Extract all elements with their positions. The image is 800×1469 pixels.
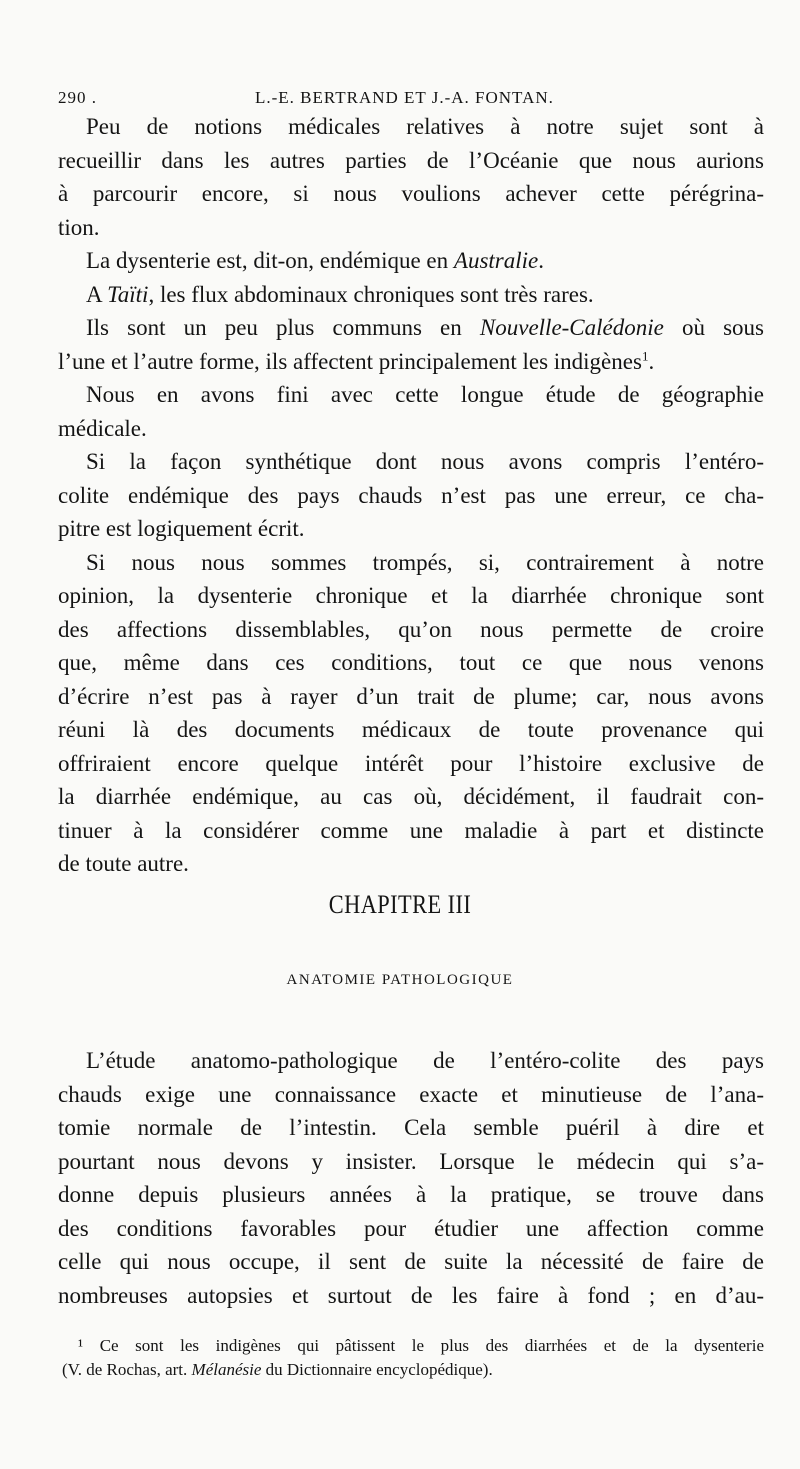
text-line: l’une et l’autre forme, ils affectent principalement les indigènes$^1$.: [58, 347, 655, 374]
text-line: des affections dissemblables, qu’on nous permette de croire: [58, 616, 764, 642]
text-line: Nous en avons fini avec cette longue étude de géographie: [86, 382, 764, 407]
text-line: offriraient encore quelque intérêt pour l’histoire exclusive de: [58, 750, 764, 776]
text-line: L’étude anatomo-pathologique de l’entéro-colite des pays: [86, 1048, 764, 1073]
italic-article-melanesie: Mélanésie: [191, 1360, 262, 1379]
text-line: recueillir dans les autres parties de l’Océanie que nous aurions: [58, 147, 764, 173]
text-line: la diarrhée endémique, au cas où, décidément, il faudrait con-: [58, 784, 764, 809]
footnote-marker: 1: [641, 347, 649, 363]
italic-place-australie: Australie: [453, 248, 539, 273]
text-line: Ils sont un peu plus communs en Nouvelle-Calédonie où sous: [86, 315, 765, 340]
text-line: A Taïti, les flux abdominaux chroniques sont très rares.: [86, 281, 594, 307]
text-line: tinuer à la considérer comme une maladie à part et distincte: [58, 817, 764, 843]
text-line: Si nous nous sommes trompés, si, contrairement à notre: [86, 549, 764, 575]
text-line: des conditions favorables pour étudier une affection comme: [58, 1215, 764, 1241]
body-text-block-2: [58, 1044, 764, 1312]
body-text-block-1: [58, 110, 764, 881]
text-line: que, même dans ces conditions, tout ce que nous venons: [58, 650, 764, 675]
text-line: tomie normale de l’intestin. Cela semble puéril à dire et: [58, 1115, 764, 1140]
text-line: pourtant nous devons y insister. Lorsque le médecin qui s’a-: [58, 1148, 764, 1174]
text-line: de toute autre.: [58, 851, 189, 876]
text-line: opinion, la dysenterie chronique et la diarrhée chronique sont: [58, 583, 764, 608]
page-number: 290 .: [58, 88, 97, 107]
chapter-title: CHAPITRE III: [328, 890, 472, 919]
text-line: celle qui nous occupe, il sent de suite la nécessité de faire de: [58, 1249, 764, 1274]
text-line: réuni là des documents médicaux de toute provenance qui: [58, 717, 764, 742]
italic-place-nouvelle-caledonie: Nouvelle-Calédonie: [479, 315, 664, 340]
text-line: chauds exige une connaissance exacte et minutieuse de l’ana-: [58, 1081, 764, 1107]
italic-place-taiti: Taïti: [107, 281, 149, 307]
footnote: [62, 1334, 764, 1382]
text-line: à parcourir encore, si nous voulions achever cette pérégrina-: [58, 181, 764, 206]
text-line: d’écrire n’est pas à rayer d’un trait de plume; car, nous avons: [58, 683, 764, 709]
section-title: ANATOMIE PATHOLOGIQUE: [286, 972, 514, 988]
text-line: Peu de notions médicales relatives à notre sujet sont à: [86, 114, 764, 139]
text-line: colite endémique des pays chauds n’est pas une erreur, ce cha-: [58, 482, 764, 508]
running-title: L.-E. BERTRAND ET J.-A. FONTAN.: [255, 88, 554, 107]
text-line: nombreuses autopsies et surtout de les faire à fond ; en d’au-: [58, 1282, 764, 1308]
text-line: donne depuis plusieurs années à la pratique, se trouve dans: [58, 1182, 764, 1207]
text-line: médicale.: [58, 415, 147, 441]
footnote-line: (V. de Rochas, art. Mélanésie du Dictionnaire encyclopédique).: [62, 1360, 493, 1379]
footnote-line: ¹ Ce sont les indigènes qui pâtissent le plus des diarrhées et de la dysenterie: [78, 1336, 764, 1355]
text-line: Si la façon synthétique dont nous avons compris l’entéro-: [86, 449, 764, 474]
text-line: La dysenterie est, dit-on, endémique en Australie.: [86, 248, 544, 273]
text-line: pitre est logiquement écrit.: [58, 516, 305, 541]
text-line: tion.: [58, 214, 100, 240]
